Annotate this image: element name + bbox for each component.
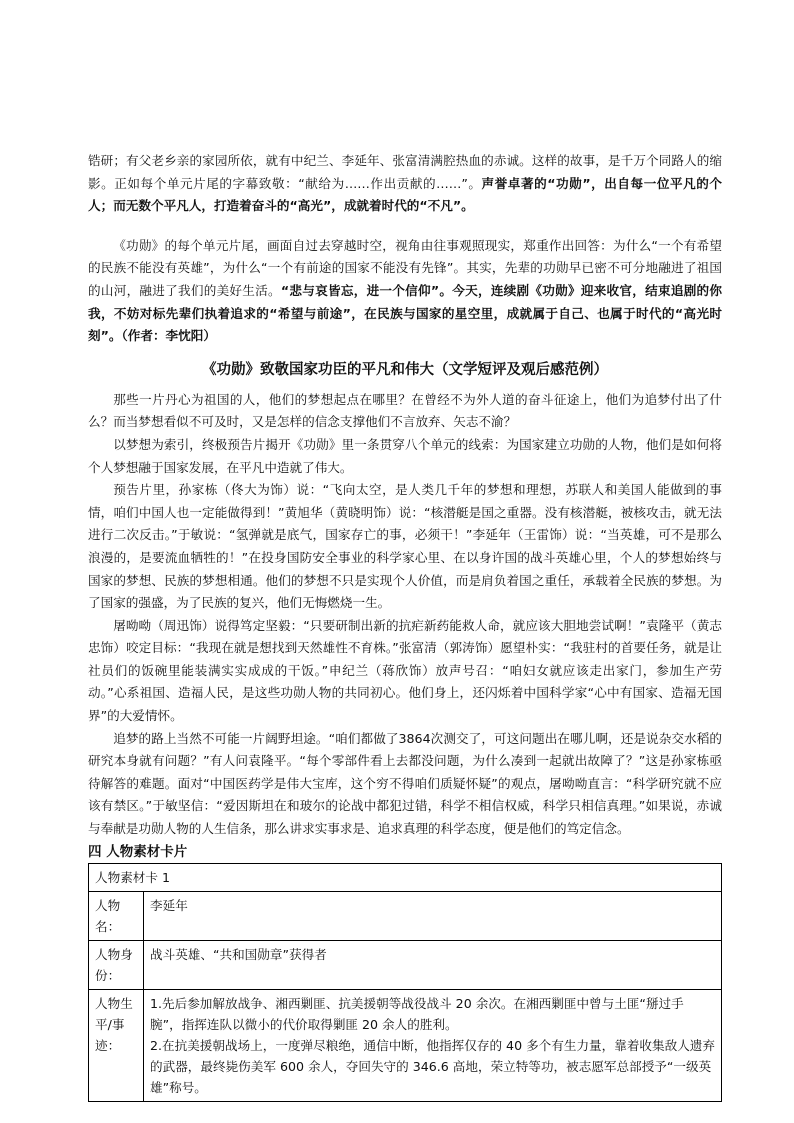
paragraph-2 [88,235,722,348]
paragraph-2-text: 《功勋》的每个单元片尾，画面自过去穿越时空，视角由往事观照现实，郑重作出回答：为什么“一个有希望的民族不能没有英雄”，为什么“一个有前途的国家不能没有先锋”。其实，先辈的功勋早已密不可分地融进了祖国的山河，融进了我们的美好生活。 [88,237,722,298]
deeds-item-2: 2.在抗美援朝战场上，一度弹尽粮绝，通信中断，他指挥仅存的 40 多个有生力量，靠着收集敌人遗弃的武器，最终毙伤美军 600 余人，夺回失守的 346.6 高地，荣立特等功，被志愿军总部授予“一级英雄”称号。 [150,1037,715,1095]
character-card-table [88,863,722,1102]
paragraph-1 [88,150,722,218]
card-deeds-row [89,989,722,1101]
card-header: 人物素材卡 1 [89,863,722,891]
deeds-label: 人物生平/事迹： [89,989,144,1101]
paragraph-3: 那些一片丹心为祖国的人，他们的梦想起点在哪里？在曾经不为外人道的奋斗征途上，他们为追梦付出了什么？而当梦想看似不可及时，又是怎样的信念支撑他们不言放弃、矢志不渝？ [88,391,722,430]
paragraph-1-text: 锆研；有父老乡亲的家园所依，就有中纪兰、李延年、张富清满腔热血的赤诚。这样的故事，是千万个同路人的缩影。正如每个单元片尾的字幕致敬：“献给为……作出贡献的……”。 [88,153,722,191]
section-heading: 四 人物素材卡片 [88,843,188,860]
name-label: 人物名： [89,891,144,940]
document-page [88,150,722,1102]
identity-value: 战斗英雄、“共和国勋章”获得者 [144,940,722,989]
paragraph-2-emphasis: “悲与哀皆忘，进一个信仰”。今天，连续剧《功勋》迎来收官，结束追剧的你我，不妨对标先辈们执着追求的“希望与前途”，在民族与国家的星空里，成就属于自己、也属于时代的“高光时刻”。（作者：李忱阳） [88,282,722,344]
article-title: 《功勋》致敬国家功臣的平凡和伟大（文学短评及观后感范例） [202,361,608,378]
paragraph-spacer [88,218,722,235]
paragraph-1-emphasis: 声誉卓著的“功勋”，出自每一位平凡的个人；而无数个平凡人，打造着奋斗的“高光”，成就着时代的“不凡”。 [88,175,722,214]
paragraph-4: 以梦想为索引，终极预告片揭开《功勋》里一条贯穿八个单元的线索：为国家建立功勋的人物，他们是如何将个人梦想融于国家发展，在平凡中造就了伟大。 [88,436,722,475]
card-identity-row [89,940,722,989]
identity-label: 人物身份： [89,940,144,989]
paragraph-6: 屠呦呦（周迅饰）说得笃定坚毅：“只要研制出新的抗疟新药能救人命，就应该大胆地尝试啊！”袁隆平（黄志忠饰）咬定目标：“我现在就是想找到天然雄性不育株。”张富清（郭涛饰）愿望朴实：“我驻村的首要任务，就是让社员们的饭碗里能装满实实成成的干饭。”申纪兰（蒋欣饰）放声号召：“咱妇女就应该走出家门，参加生产劳动。”心系祖国、造福人民，是这些功勋人物的共同初心。他们身上，还闪烁着中国科学家“心中有国家、造福无国界”的大爱情怀。 [88,617,722,724]
deeds-item-1: 1.先后参加解放战争、湘西剿匪、抗美援朝等战役战斗 20 余次。在湘西剿匪中曾与土匪“掰过手腕”，指挥连队以微小的代价取得剿匪 20 余人的胜利。 [150,995,684,1032]
deeds-value [144,989,722,1101]
paragraph-7: 追梦的路上当然不可能一片阔野坦途。“咱们都做了3864次测交了，可这问题出在哪儿啊，还是说杂交水稻的研究本身就有问题？”有人问袁隆平。“每个零部件看上去都没问题，为什么凑到一起就出故障了？”这是孙家栋亟待解答的难题。面对“中国医药学是伟大宝库，这个穷不得咱们质疑怀疑”的观点，屠呦呦直言：“科学研究就不应该有禁区。”于敏坚信：“爱因斯坦在和玻尔的论战中都犯过错，科学不相信权威，科学只相信真理。”如果说，赤诚与奉献是功勋人物的人生信条，那么讲求实事求是、追求真理的科学态度，便是他们的笃定信念。 [88,730,722,837]
card-name-row [89,891,722,940]
card-header-row [89,863,722,891]
name-value: 李延年 [144,891,722,940]
paragraph-5: 预告片里，孙家栋（佟大为饰）说：“飞向太空，是人类几千年的梦想和理想，苏联人和美国人能做到的事情，咱们中国人也一定能做得到！”黄旭华（黄晓明饰）说：“核潜艇是国之重器。没有核潜艇，被核攻击，就无法进行二次反击。”于敏说：“氢弹就是底气，国家存亡的事，必须干！”李延年（王雷饰）说：“当英雄，可不是那么浪漫的，是要流血牺牲的！”在投身国防安全事业的科学家心里、在以身许国的战斗英雄心里，个人的梦想始终与国家的梦想、民族的梦想相通。他们的梦想不只是实现个人价值，而是肩负着国之重任，承载着全民族的梦想。为了国家的强盛，为了民族的复兴，他们无悔燃烧一生。 [88,482,722,611]
